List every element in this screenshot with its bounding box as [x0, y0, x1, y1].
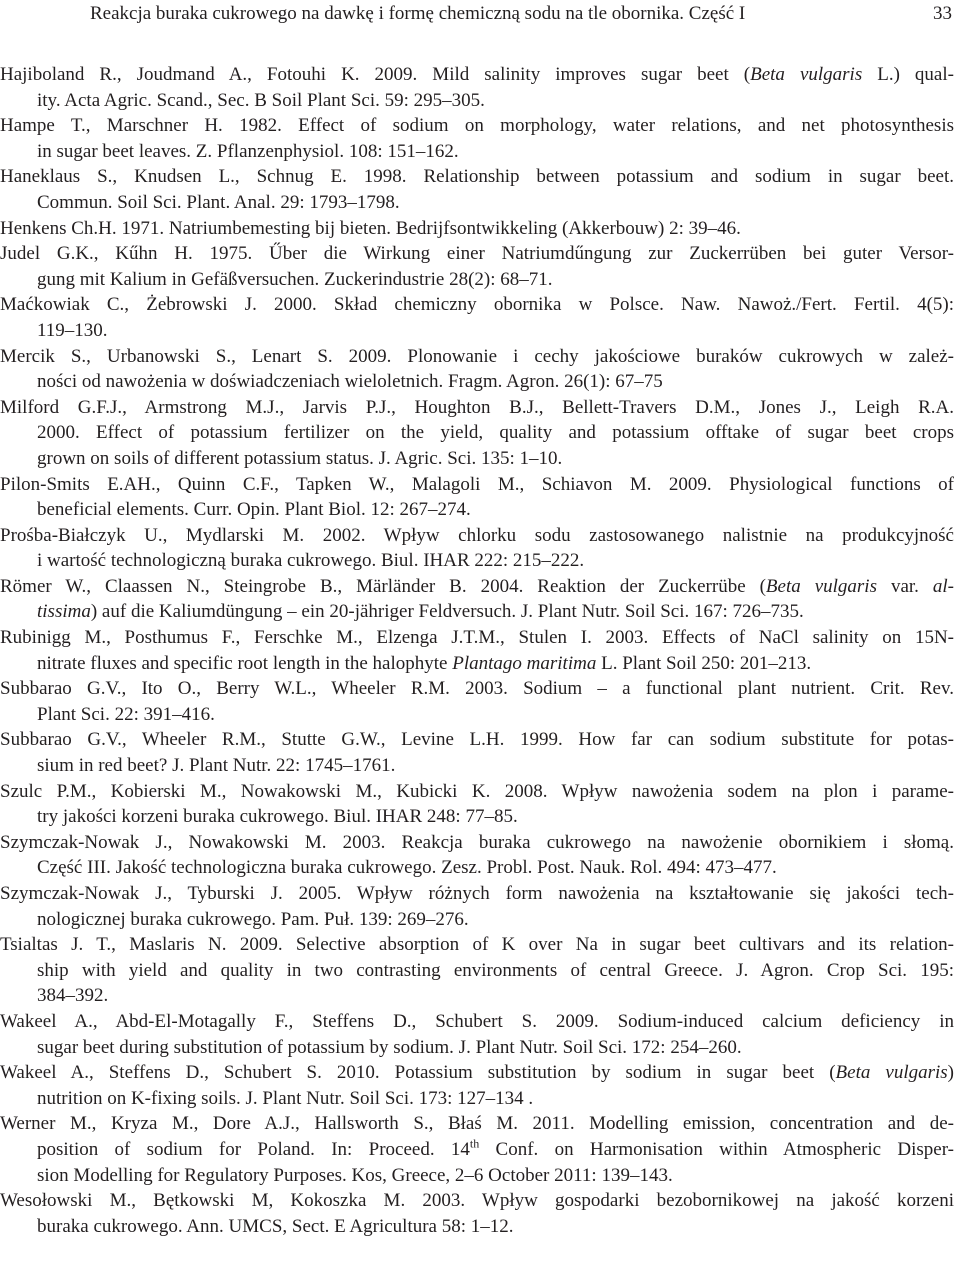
- reference-text: Römer W., Claassen N., Steingrobe B., Märländer B. 2004. Reaktion der Zuckerrübe (: [0, 575, 766, 597]
- reference-line: [37, 651, 954, 677]
- reference-entry: [0, 932, 954, 1009]
- reference-line: [37, 548, 954, 574]
- reference-line: [37, 907, 954, 933]
- reference-text: Subbarao G.V., Wheeler R.M., Stutte G.W., Levine L.H. 1999. How far can sodium substitute for potas-: [0, 729, 954, 751]
- reference-text: position of sodium for Poland. In: Proceed. 14: [37, 1138, 470, 1160]
- reference-entry: [0, 881, 954, 932]
- reference-text: 384–392.: [37, 985, 109, 1007]
- reference-text: ) auf die Kaliumdüngung – ein 20-jähriger Feldversuch. J. Plant Nutr. Soil Sci. 167: 726–735.: [90, 601, 804, 623]
- reference-entry: [0, 1111, 954, 1188]
- reference-text: var.: [876, 575, 933, 597]
- reference-entry: [0, 1060, 954, 1111]
- reference-line: [0, 1009, 954, 1035]
- reference-text: Hajiboland R., Joudmand A., Fotouhi K. 2009. Mild salinity improves sugar beet (: [0, 64, 751, 85]
- reference-text: try jakości korzeni buraka cukrowego. Biul. IHAR 248: 77–85.: [37, 806, 518, 828]
- reference-line: [37, 318, 954, 344]
- reference-line: [37, 804, 954, 830]
- reference-entry: [0, 1009, 954, 1060]
- reference-text: beneficial elements. Curr. Opin. Plant Biol. 12: 267–274.: [37, 499, 471, 521]
- italic-text: Plantago maritima: [452, 652, 597, 674]
- reference-text: Część III. Jakość technologiczna buraka cukrowego. Zesz. Probl. Post. Nauk. Rol. 494: 473–477.: [37, 857, 777, 879]
- reference-line: [37, 753, 954, 779]
- reference-entry: [0, 676, 954, 727]
- reference-text: in sugar beet leaves. Z. Pflanzenphysiol. 108: 151–162.: [37, 140, 459, 162]
- reference-text: Wakeel A., Abd-El-Motagally F., Steffens D., Schubert S. 2009. Sodium-induced calcium deficiency in: [0, 1010, 954, 1032]
- reference-line: [0, 881, 954, 907]
- reference-text: Wakeel A., Steffens D., Schubert S. 2010. Potassium substitution by sodium in sugar beet (: [0, 1062, 836, 1084]
- reference-text: Haneklaus S., Knudsen L., Schnug E. 1998. Relationship between potassium and sodium in sugar beet.: [0, 166, 954, 188]
- reference-text: i wartość technologiczną buraka cukrowego. Biul. IHAR 222: 215–222.: [37, 550, 585, 572]
- italic-text: al-: [932, 575, 954, 597]
- reference-line: [0, 292, 954, 318]
- reference-text: nutrition on K-fixing soils. J. Plant Nutr. Soil Sci. 173: 127–134 .: [37, 1087, 534, 1109]
- reference-line: [37, 1214, 954, 1240]
- reference-text: buraka cukrowego. Ann. UMCS, Sect. E Agricultura 58: 1–12.: [37, 1215, 514, 1237]
- reference-text: Szulc P.M., Kobierski M., Nowakowski M., Kubicki K. 2008. Wpływ nawożenia sodem na plon i parame-: [0, 780, 954, 802]
- reference-line: [0, 472, 954, 498]
- reference-line: [37, 267, 954, 293]
- reference-entry: [0, 523, 954, 574]
- reference-line: [0, 727, 954, 753]
- reference-line: [37, 702, 954, 728]
- reference-text: nitrate fluxes and specific root length in the halophyte: [37, 652, 453, 674]
- reference-text: nologicznej buraka cukrowego. Pam. Puł. 139: 269–276.: [37, 908, 469, 930]
- reference-line: [37, 599, 954, 625]
- reference-entry: [0, 216, 954, 242]
- reference-text: Wesołowski M., Bętkowski M, Kokoszka M. 2003. Wpływ gospodarki bezobornikowej na jakość korzeni: [0, 1190, 954, 1212]
- reference-entry: [0, 62, 954, 113]
- reference-line: [37, 139, 954, 165]
- reference-text: Werner M., Kryza M., Dore A.J., Hallsworth S., Błaś M. 2011. Modelling emission, concentration and de-: [0, 1113, 954, 1135]
- reference-text: Subbarao G.V., Ito O., Berry W.L., Wheeler R.M. 2003. Sodium – a functional plant nutrient. Crit. Rev.: [0, 678, 954, 700]
- reference-line: [37, 1086, 954, 1112]
- reference-text: Henkens Ch.H. 1971. Natriumbemesting bij bieten. Bedrijfsontwikkeling (Akkerbouw) 2: 39–46.: [0, 217, 741, 239]
- reference-text: gung mit Kalium in Gefäßversuchen. Zuckerindustrie 28(2): 68–71.: [37, 268, 553, 290]
- reference-text: ity. Acta Agric. Scand., Sec. B Soil Plant Sci. 59: 295–305.: [37, 89, 485, 111]
- reference-entry: [0, 625, 954, 676]
- italic-text: Beta vulgaris: [750, 64, 863, 85]
- reference-line: [0, 344, 954, 370]
- reference-line: [37, 1163, 954, 1189]
- reference-entry: [0, 830, 954, 881]
- reference-line: [0, 932, 954, 958]
- reference-text: Pilon-Smits E.AH., Quinn C.F., Tapken W., Malagoli M., Schiavon M. 2009. Physiological functions of: [0, 473, 954, 495]
- reference-text: Tsialtas J. T., Maslaris N. 2009. Selective absorption of K over Na in sugar beet cultivars and its relation-: [0, 934, 954, 956]
- reference-line: [0, 779, 954, 805]
- italic-text: Beta vulgaris: [835, 1062, 948, 1084]
- reference-entry: [0, 472, 954, 523]
- reference-text: Szymczak-Nowak J., Tyburski J. 2005. Wpływ różnych form nawożenia na kształtowanie się jakości tech-: [0, 883, 954, 904]
- running-title: Reakcja buraka cukrowego na dawkę i formę chemiczną sodu na tle obornika. Część I: [90, 3, 746, 24]
- reference-line: [37, 983, 954, 1009]
- reference-text: Conf. on Harmonisation within Atmospheric Disper-: [479, 1138, 954, 1160]
- reference-text: ności od nawożenia w doświadczeniach wieloletnich. Fragm. Agron. 26(1): 67–75: [37, 371, 663, 393]
- reference-line: [37, 369, 954, 395]
- superscript-text: th: [469, 1136, 480, 1151]
- reference-entry: [0, 344, 954, 395]
- reference-text: 2000. Effect of potassium fertilizer on the yield, quality and potassium offtake of sugar beet crops: [37, 422, 954, 444]
- reference-text: L. Plant Soil 250: 201–213.: [596, 652, 812, 674]
- reference-line: [0, 164, 954, 190]
- reference-line: [0, 113, 954, 139]
- reference-line: [0, 625, 954, 651]
- reference-entry: [0, 241, 954, 292]
- italic-text: tissima: [37, 601, 91, 623]
- reference-text: Judel G.K., Kűhn H. 1975. Űber die Wirkung einer Natriumdűngung zur Zuckerrüben bei guter Versor-: [0, 243, 954, 265]
- reference-text: Milford G.F.J., Armstrong M.J., Jarvis P.J., Houghton B.J., Bellett-Travers D.M., Jones J., Leigh R.A.: [0, 396, 954, 418]
- page-number: 33: [933, 3, 952, 24]
- reference-text: sion Modelling for Regulatory Purposes. Kos, Greece, 2–6 October 2011: 139–143.: [37, 1164, 673, 1186]
- reference-line: [0, 676, 954, 702]
- reference-line: [37, 497, 954, 523]
- reference-text: Maćkowiak C., Żebrowski J. 2000. Skład chemiczny obornika w Polsce. Naw. Nawoż./Fert. Fertil. 4(5):: [0, 294, 954, 316]
- reference-line: [37, 190, 954, 216]
- reference-line: [0, 62, 954, 88]
- reference-line: [0, 523, 954, 549]
- reference-text: ship with yield and quality in two contrasting environments of central Greece. J. Agron. Crop Sci. 195:: [37, 959, 954, 981]
- reference-text: grown on soils of different potassium status. J. Agric. Sci. 135: 1–10.: [37, 447, 563, 469]
- reference-line: [0, 1111, 954, 1137]
- italic-text: Beta vulgaris: [765, 575, 877, 597]
- running-header: [0, 0, 960, 40]
- reference-text: Rubinigg M., Posthumus F., Ferschke M., Elzenga J.T.M., Stulen I. 2003. Effects of NaCl salinity on 15N-: [0, 627, 954, 649]
- reference-line: [37, 420, 954, 446]
- reference-text: Prośba-Białczyk U., Mydlarski M. 2002. Wpływ chlorku sodu zastosowanego nalistnie na produkcyjność: [0, 524, 954, 546]
- reference-entry: [0, 779, 954, 830]
- reference-line: [37, 1137, 954, 1163]
- reference-text: Plant Sci. 22: 391–416.: [37, 703, 215, 725]
- reference-text: ): [947, 1062, 954, 1084]
- reference-entry: [0, 164, 954, 215]
- reference-line: [37, 1035, 954, 1061]
- reference-line: [0, 574, 954, 600]
- reference-line: [37, 446, 954, 472]
- reference-line: [0, 216, 954, 242]
- reference-line: [0, 1188, 954, 1214]
- reference-text: L.) qual-: [862, 64, 954, 85]
- reference-text: Szymczak-Nowak J., Nowakowski M. 2003. Reakcja buraka cukrowego na nawożenie obornikiem i słomą.: [0, 831, 954, 853]
- reference-text: sium in red beet? J. Plant Nutr. 22: 1745–1761.: [37, 755, 396, 777]
- reference-entry: [0, 1188, 954, 1239]
- reference-line: [37, 958, 954, 984]
- reference-text: Commun. Soil Sci. Plant. Anal. 29: 1793–1798.: [37, 191, 400, 213]
- reference-line: [0, 1060, 954, 1086]
- reference-list: [0, 62, 954, 1239]
- reference-entry: [0, 113, 954, 164]
- reference-entry: [0, 292, 954, 343]
- reference-entry: [0, 574, 954, 625]
- reference-text: 119–130.: [37, 319, 108, 341]
- reference-line: [37, 855, 954, 881]
- reference-text: Hampe T., Marschner H. 1982. Effect of sodium on morphology, water relations, and net photosynthesis: [0, 115, 954, 137]
- reference-entry: [0, 395, 954, 472]
- reference-entry: [0, 727, 954, 778]
- reference-text: Mercik S., Urbanowski S., Lenart S. 2009. Plonowanie i cechy jakościowe buraków cukrowych w zależ-: [0, 345, 954, 367]
- reference-line: [0, 395, 954, 421]
- reference-line: [0, 830, 954, 856]
- reference-line: [0, 241, 954, 267]
- reference-text: sugar beet during substitution of potassium by sodium. J. Plant Nutr. Soil Sci. 172: 254–260.: [37, 1036, 742, 1058]
- reference-line: [37, 88, 954, 114]
